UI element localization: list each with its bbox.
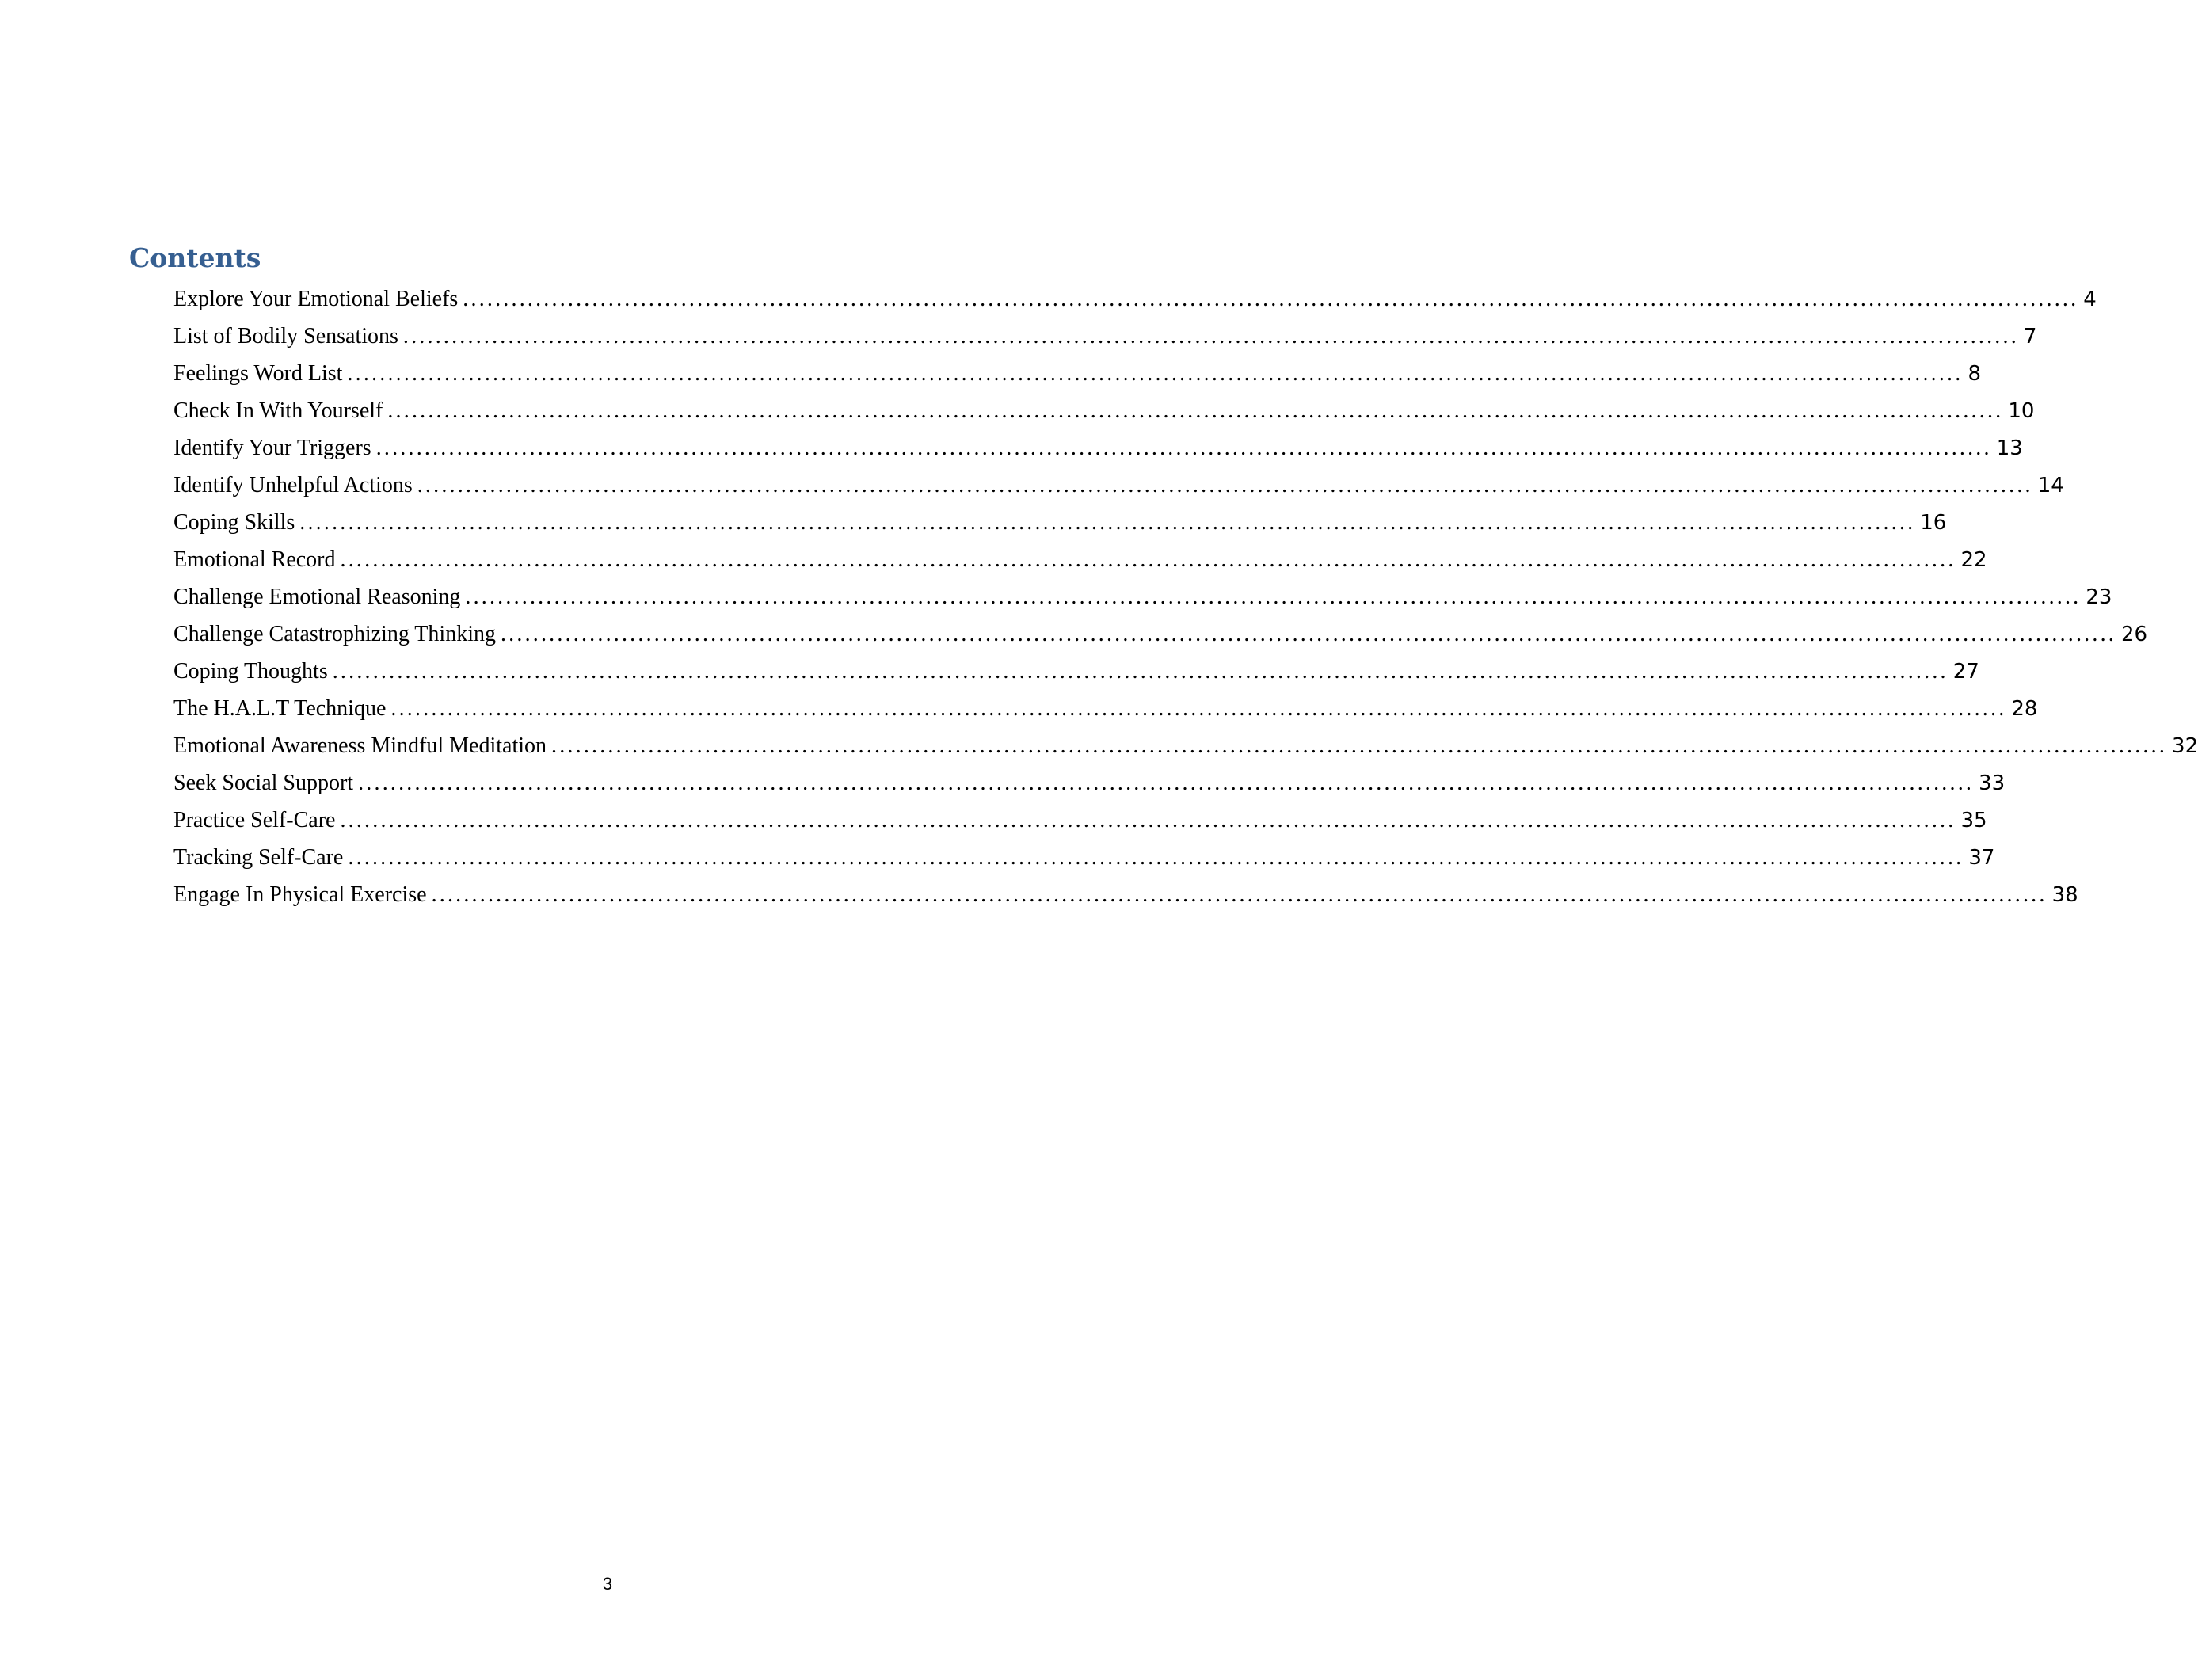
toc-entry-page: 4 (2083, 288, 2097, 311)
toc-entry-title: Check In With Yourself (173, 398, 383, 423)
toc-entry-title: Identify Unhelpful Actions (173, 473, 413, 497)
toc-dot-leader: ........................................................................................................................................................................................................ (500, 622, 2116, 646)
toc-dot-leader: ........................................................................................................................................................................................................ (348, 845, 1964, 870)
toc-entry[interactable] (173, 690, 2038, 727)
toc-entry-page: 27 (1952, 660, 1979, 684)
toc-entry[interactable] (173, 429, 2023, 467)
toc-entry[interactable] (173, 578, 2112, 615)
toc-dot-leader: ........................................................................................................................................................................................................ (463, 287, 2079, 311)
toc-entry-title: Seek Social Support (173, 771, 354, 795)
toc-entry-page: 26 (2120, 623, 2148, 646)
toc-entry[interactable] (173, 764, 2006, 802)
toc-entry[interactable] (173, 318, 2037, 355)
toc-dot-leader: ........................................................................................................................................................................................................ (402, 324, 2019, 349)
toc-entry-page: 16 (1920, 511, 1947, 535)
toc-dot-leader: ........................................................................................................................................................................................................ (375, 436, 1992, 460)
toc-entry[interactable] (173, 467, 2064, 504)
toc-entry-title: Challenge Catastrophizing Thinking (173, 622, 496, 646)
toc-heading: Contents (129, 242, 261, 273)
toc-entry[interactable] (173, 727, 2198, 764)
toc-entry-title: Practice Self-Care (173, 808, 336, 832)
toc-entry-title: Coping Skills (173, 510, 295, 535)
toc-entry-page: 22 (1960, 548, 1987, 572)
toc-entry-title: Feelings Word List (173, 361, 343, 386)
toc-entry[interactable] (173, 653, 1979, 690)
toc-entry-title: The H.A.L.T Technique (173, 696, 387, 721)
toc-entry-title: Engage In Physical Exercise (173, 882, 427, 907)
toc-entry-title: Coping Thoughts (173, 659, 328, 684)
toc-entry[interactable] (173, 839, 1995, 876)
toc-entry-title: Tracking Self-Care (173, 845, 344, 870)
toc-dot-leader: ........................................................................................................................................................................................................ (340, 808, 1956, 832)
toc-entry-title: Challenge Emotional Reasoning (173, 585, 461, 609)
toc-entry[interactable] (173, 392, 2035, 429)
toc-entry-page: 32 (2172, 734, 2198, 758)
toc-dot-leader: ........................................................................................................................................................................................................ (332, 659, 1948, 684)
toc-entry-page: 38 (2051, 883, 2078, 907)
toc-entry-page: 35 (1960, 809, 1987, 832)
toc-entry-page: 28 (2011, 697, 2038, 721)
toc-entry-page: 13 (1996, 436, 2023, 460)
toc-entry-page: 7 (2023, 325, 2037, 349)
toc-entry[interactable] (173, 615, 2148, 653)
toc-entry-page: 33 (1979, 771, 2006, 795)
toc-list (173, 280, 2198, 913)
toc-entry[interactable] (173, 876, 2078, 913)
toc-dot-leader: ........................................................................................................................................................................................................ (358, 771, 1975, 795)
toc-entry-page: 23 (2086, 585, 2112, 609)
toc-entry[interactable] (173, 504, 1947, 541)
toc-entry[interactable] (173, 541, 1987, 578)
toc-dot-leader: ........................................................................................................................................................................................................ (431, 882, 2048, 907)
page-number: 3 (602, 1574, 613, 1594)
toc-entry-page: 37 (1968, 846, 1995, 870)
toc-dot-leader: ........................................................................................................................................................................................................ (347, 361, 1964, 386)
toc-dot-leader: ........................................................................................................................................................................................................ (340, 547, 1956, 572)
toc-entry[interactable] (173, 355, 1981, 392)
toc-entry-title: Identify Your Triggers (173, 436, 371, 460)
toc-entry-title: Explore Your Emotional Beliefs (173, 287, 459, 311)
toc-entry-page: 14 (2037, 474, 2064, 497)
toc-entry-title: Emotional Record (173, 547, 336, 572)
toc-dot-leader: ........................................................................................................................................................................................................ (299, 510, 1916, 535)
toc-dot-leader: ........................................................................................................................................................................................................ (465, 585, 2082, 609)
toc-entry-page: 8 (1968, 362, 1981, 386)
toc-entry[interactable] (173, 802, 1987, 839)
toc-dot-leader: ........................................................................................................................................................................................................ (417, 473, 2033, 497)
toc-entry-title: Emotional Awareness Mindful Meditation (173, 733, 547, 758)
toc-dot-leader: ........................................................................................................................................................................................................ (387, 398, 2004, 423)
toc-entry-title: List of Bodily Sensations (173, 324, 398, 349)
toc-entry[interactable] (173, 280, 2097, 318)
toc-dot-leader: ........................................................................................................................................................................................................ (551, 733, 2168, 758)
toc-entry-page: 10 (2008, 399, 2035, 423)
toc-dot-leader: ........................................................................................................................................................................................................ (390, 696, 2007, 721)
